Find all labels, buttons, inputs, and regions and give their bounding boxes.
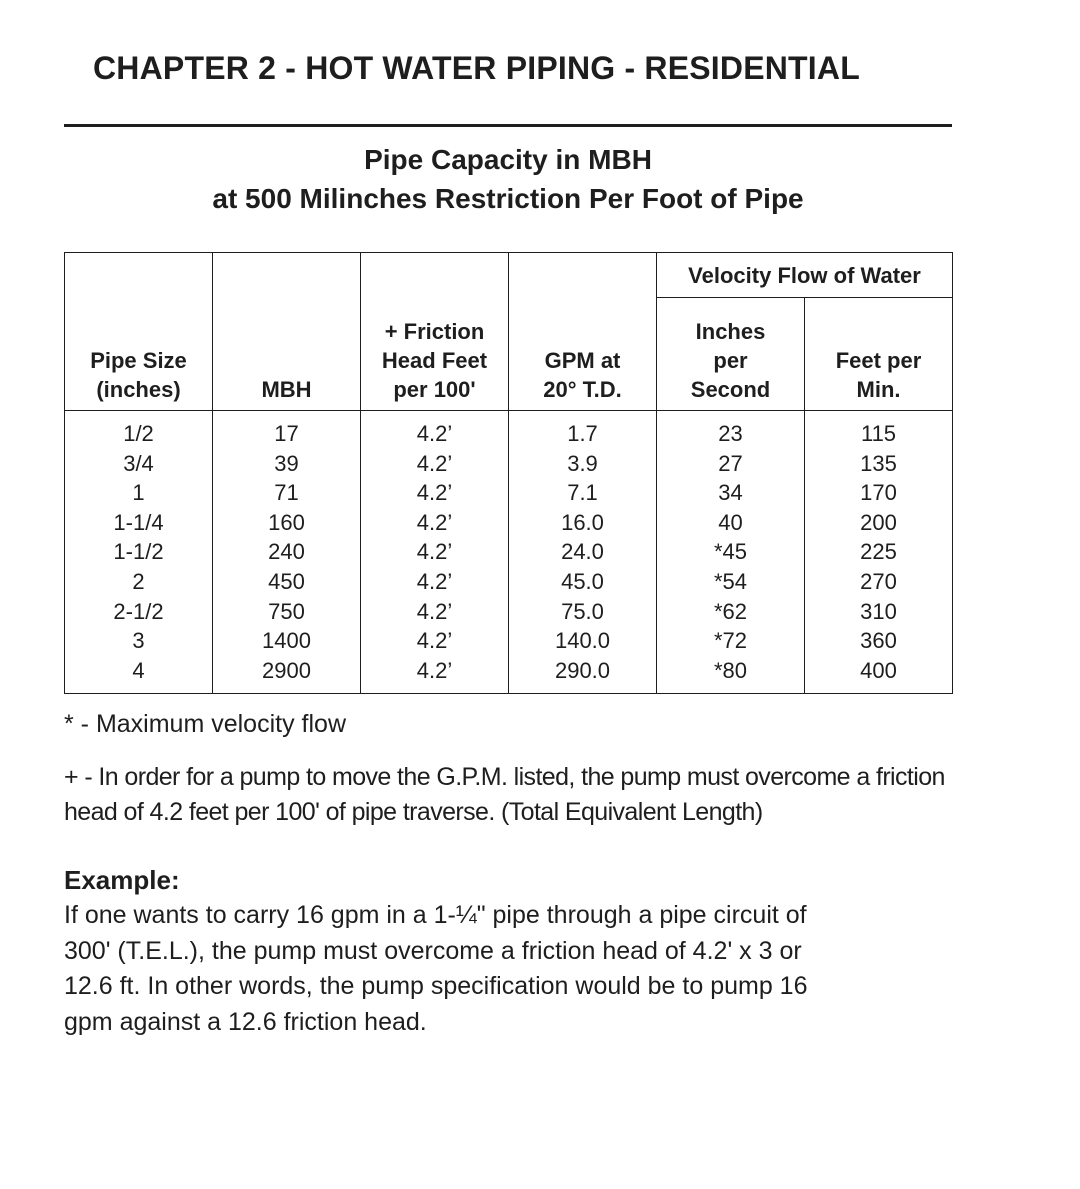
table-cell: 34 — [657, 478, 805, 508]
table-cell: 2-1/2 — [65, 597, 213, 627]
table-title: Pipe Capacity in MBH — [364, 144, 652, 175]
table-cell: 2 — [65, 567, 213, 597]
table-cell: 140.0 — [509, 626, 657, 656]
plus-note: + - In order for a pump to move the G.P.M. listed, the pump must overcome a friction head of 4.2 feet per 100' of pipe traverse. (Total Equivalent Length) — [64, 763, 945, 826]
example-heading: Example: — [64, 865, 180, 895]
table-cell: *54 — [657, 567, 805, 597]
table-cell: 23 — [657, 411, 805, 449]
table-row — [65, 478, 953, 508]
table-cell: 170 — [805, 478, 953, 508]
table-cell: 1-1/4 — [65, 508, 213, 538]
table-body — [65, 411, 953, 694]
table-cell: 71 — [213, 478, 361, 508]
table-cell: *72 — [657, 626, 805, 656]
table-cell: 225 — [805, 537, 953, 567]
table-row — [65, 411, 953, 449]
table-cell: 39 — [213, 449, 361, 479]
table-cell: *45 — [657, 537, 805, 567]
chapter-title: CHAPTER 2 - HOT WATER PIPING - RESIDENTIAL — [93, 50, 860, 86]
table-cell: 400 — [805, 656, 953, 694]
table-cell: *80 — [657, 656, 805, 694]
header-pipe-size: Pipe Size (inches) — [65, 253, 213, 411]
table-cell: 160 — [213, 508, 361, 538]
table-cell: 1.7 — [509, 411, 657, 449]
header-feet-per-minute: Feet per Min. — [805, 298, 953, 411]
asterisk-note: * - Maximum velocity flow — [64, 710, 346, 738]
table-cell: 115 — [805, 411, 953, 449]
table-row — [65, 567, 953, 597]
table-cell: 17 — [213, 411, 361, 449]
table-cell: 16.0 — [509, 508, 657, 538]
table-row — [65, 537, 953, 567]
example-line: 12.6 ft. In other words, the pump specification would be to pump 16 — [64, 972, 808, 1000]
header-divider — [64, 124, 952, 127]
header-friction-head: + Friction Head Feet per 100' — [361, 253, 509, 411]
table-cell: 4.2’ — [361, 567, 509, 597]
table-row — [65, 508, 953, 538]
table-cell: 24.0 — [509, 537, 657, 567]
table-cell: 7.1 — [509, 478, 657, 508]
table-cell: 4.2’ — [361, 508, 509, 538]
table-cell: 3/4 — [65, 449, 213, 479]
table-row — [65, 656, 953, 694]
table-cell: 40 — [657, 508, 805, 538]
table-cell: 1 — [65, 478, 213, 508]
header-inches-per-second: Inches per Second — [657, 298, 805, 411]
table-cell: 360 — [805, 626, 953, 656]
header-velocity-flow: Velocity Flow of Water — [657, 253, 953, 298]
table-cell: 1/2 — [65, 411, 213, 449]
table-cell: 75.0 — [509, 597, 657, 627]
table-cell: 290.0 — [509, 656, 657, 694]
header-mbh: MBH — [213, 253, 361, 411]
table-cell: 27 — [657, 449, 805, 479]
header-gpm: GPM at 20° T.D. — [509, 253, 657, 411]
table-cell: 135 — [805, 449, 953, 479]
table-row — [65, 449, 953, 479]
table-cell: 4.2’ — [361, 449, 509, 479]
example-line: 300' (T.E.L.), the pump must overcome a friction head of 4.2' x 3 or — [64, 936, 802, 965]
table-cell: 1-1/2 — [65, 537, 213, 567]
pipe-capacity-table — [64, 252, 953, 694]
table-cell: 4.2’ — [361, 626, 509, 656]
table-cell: 1400 — [213, 626, 361, 656]
example-line: gpm against a 12.6 friction head. — [64, 1007, 427, 1036]
table-cell: 2900 — [213, 656, 361, 694]
table-cell: 200 — [805, 508, 953, 538]
table-cell: 3.9 — [509, 449, 657, 479]
table-cell: 4.2’ — [361, 411, 509, 449]
table-cell: 4.2’ — [361, 597, 509, 627]
table-cell: 750 — [213, 597, 361, 627]
table-row — [65, 626, 953, 656]
table-cell: *62 — [657, 597, 805, 627]
table-cell: 4 — [65, 656, 213, 694]
table-cell: 450 — [213, 567, 361, 597]
example-text — [64, 898, 914, 1040]
table-cell: 240 — [213, 537, 361, 567]
table-cell: 4.2’ — [361, 478, 509, 508]
table-subtitle: at 500 Milinches Restriction Per Foot of Pipe — [212, 183, 804, 214]
table-cell: 3 — [65, 626, 213, 656]
table-row — [65, 597, 953, 627]
table-cell: 4.2’ — [361, 537, 509, 567]
table-cell: 4.2’ — [361, 656, 509, 694]
table-cell: 310 — [805, 597, 953, 627]
table-cell: 270 — [805, 567, 953, 597]
table-cell: 45.0 — [509, 567, 657, 597]
example-line: If one wants to carry 16 gpm in a 1-¼" pipe through a pipe circuit of — [64, 901, 807, 929]
